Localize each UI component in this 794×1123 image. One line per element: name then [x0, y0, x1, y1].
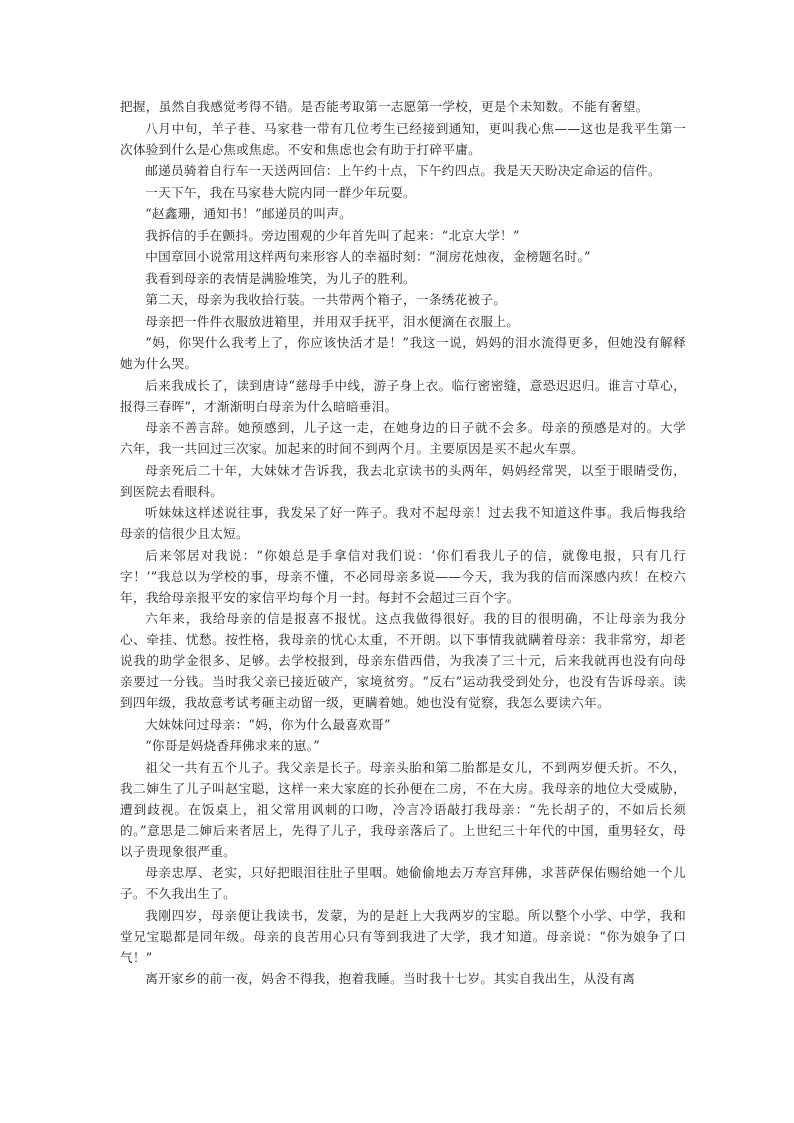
- paragraph-12: 后来我成长了，读到唐诗“慈母手中线，游子身上衣。临行密密缝，意恐迟迟归。谁言寸草心，报得三春晖”，才渐渐明白母亲为什么暗暗垂泪。: [120, 377, 686, 414]
- paragraph-15: 听妹妹这样述说往事，我发呆了好一阵子。我对不起母亲！过去我不知道这件事。我后悔我给母亲的信很少且太短。: [120, 505, 686, 541]
- paragraph-13: 母亲不善言辞。她预感到，儿子这一走，在她身边的日子就不会多。母亲的预感是对的。大学六年，我一共回过三次家。加起来的时间不到两个月。主要原因是买不起火车票。: [120, 420, 686, 456]
- paragraph-3: 邮递员骑着自行车一天送两回信：上午约十点，下午约四点。我是天天盼决定命运的信件。: [145, 163, 661, 178]
- paragraph-9: 第二天，母亲为我收拾行装。一共带两个箱子，一条绣花被子。: [145, 292, 507, 307]
- paragraph-5: “赵鑫珊，通知书！”邮递员的叫声。: [145, 206, 353, 221]
- paragraph-16: 后来邻居对我说：“你娘总是手拿信对我们说：‘你们看我儿子的信，就像电报，只有几行字！’”我总以为学校的事，母亲不懂，不必同母亲多说——今天，我为我的信而深感内疚！在校六年，我给母亲报平安的家信平均每个月一封。每封不会超过三百个字。: [120, 547, 686, 605]
- paragraph-7: 中国章回小说常用这样两句来形容人的幸福时刻：“洞房花烛夜，金榜题名时。”: [145, 249, 591, 264]
- paragraph-14: 母亲死后二十年，大妹妹才告诉我，我去北京读书的头两年，妈妈经常哭，以至于眼睛受伤，到医院去看眼科。: [120, 462, 686, 499]
- paragraph-6: 我拆信的手在颤抖。旁边围观的少年首先叫了起来：“北京大学！”: [145, 227, 520, 243]
- paragraph-23: 离开家乡的前一夜，妈舍不得我，抱着我睡。当时我十七岁。其实自我出生，从没有离: [145, 971, 636, 986]
- paragraph-20: 祖父一共有五个儿子。我父亲是长子。母亲头胎和第二胎都是女儿，不到两岁便夭折。不久，我二婶生了儿子叫赵宝聪，这样一来大家庭的长孙便在二房，不在大房。我母亲的地位大受威胁，遭到歧视。在饭桌上，祖父常用讽刺的口吻，冷言冷语敲打我母亲：“先长胡子的，不如后长须的。”意思是二婶后来者居上，先得了儿子，我母亲落后了。上世纪三十年代的中国，重男轻女，母以子贵现象很严重。: [120, 759, 686, 859]
- paragraph-8: 我看到母亲的表情是满脸堆笑，为儿子的胜利。: [145, 270, 416, 286]
- paragraph-19: “你哥是妈烧香拜佛求来的崽。”: [145, 738, 320, 753]
- paragraph-4: 一天下午，我在马家巷大院内同一群少年玩耍。: [145, 184, 416, 200]
- paragraph-10: 母亲把一件件衣服放进箱里，并用双手抚平，泪水便滴在衣服上。: [145, 313, 520, 329]
- paragraph-1: 把握，虽然自我感觉考得不错。是否能考取第一志愿第一学校，更是个未知数。不能有奢望。: [120, 99, 649, 114]
- paragraph-21: 母亲忠厚、老实，只好把眼泪往肚子里咽。她偷偷地去万寿宫拜佛，求菩萨保佑赐给她一个儿子。不久我出生了。: [120, 865, 686, 901]
- paragraph-22: 我刚四岁，母亲便让我读书，发蒙，为的是赶上大我两岁的宝聪。所以整个小学、中学，我和堂兄宝聪都是同年级。母亲的良苦用心只有等到我进了大学，我才知道。母亲说：“你为娘争了口气！”: [120, 907, 686, 965]
- paragraph-18: 大妹妹问过母亲：“妈，你为什么最喜欢哥”: [145, 716, 391, 732]
- paragraph-2: 八月中旬，羊子巷、马家巷一带有几位考生已经接到通知，更叫我心焦——这也是我平生第一次体验到什么是心焦或焦虑。不安和焦虑也会有助于打碎平庸。: [120, 120, 686, 157]
- document-page: [120, 96, 686, 990]
- paragraph-11: “妈，你哭什么我考上了，你应该快活才是！”我这一说，妈妈的泪水流得更多，但她没有解释她为什么哭。: [120, 335, 686, 371]
- paragraph-17: 六年来，我给母亲的信是报喜不报忧。这点我做得很好。我的目的很明确，不让母亲为我分心、牵挂、忧愁。按性格，我母亲的忧心太重，不开朗。以下事情我就瞒着母亲：我非常穷，却老说我的助学金很多、足够。去学校报到，母亲东借西借，为我凑了三十元，后来我就再也没有向母亲要过一分钱。当时我父亲已接近破产，家境贫穷。“反右”运动我受到处分，也没有告诉母亲。读到四年级，我故意考试考砸主动留一级，更瞒着她。她也没有觉察，我怎么要读六年。: [120, 611, 686, 710]
